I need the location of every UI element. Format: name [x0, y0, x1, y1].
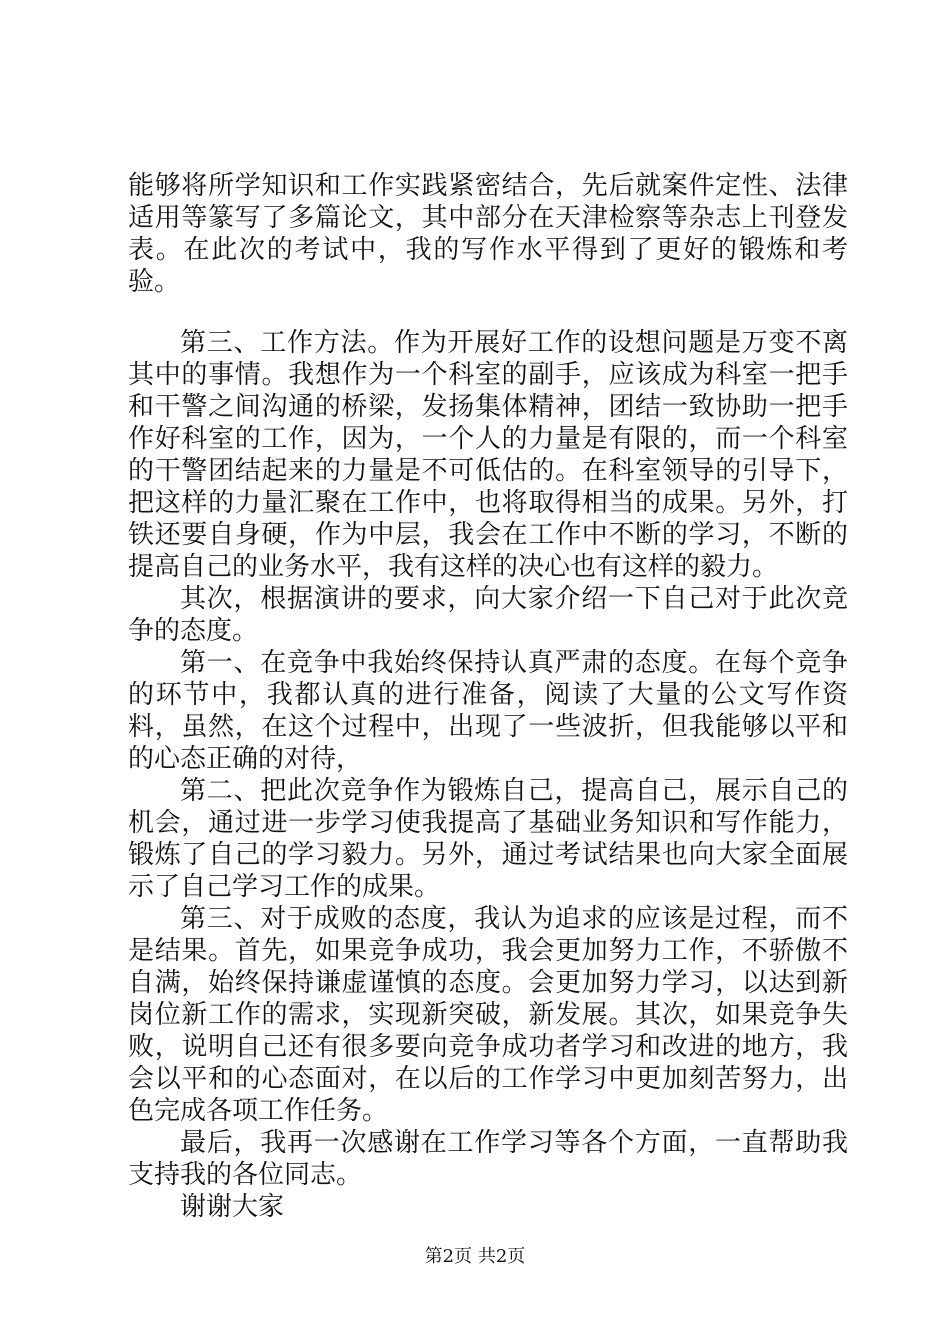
paragraph-attitude-intro: 其次，根据演讲的要求，向大家介绍一下自己对于此次竞争的态度。 — [128, 584, 848, 646]
paragraph-attitude-first: 第一、在竞争中我始终保持认真严肃的态度。在每个竞争的环节中，我都认真的进行准备，阅读了大量的公文写作资料，虽然，在这个过程中，出现了一些波折，但我能够以平和的心态正确的对待， — [128, 648, 848, 774]
paragraph-attitude-second: 第二、把此次竞争作为锻炼自己，提高自己，展示自己的机会，通过进一步学习使我提高了基础业务知识和写作能力，锻炼了自己的学习毅力。另外，通过考试结果也向大家全面展示了自己学习工作的成果。 — [128, 776, 848, 902]
document-body — [128, 170, 848, 1223]
paragraph-thanks: 最后，我再一次感谢在工作学习等各个方面，一直帮助我支持我的各位同志。 — [128, 1128, 848, 1190]
paragraph-work-method: 第三、工作方法。作为开展好工作的设想问题是万变不离其中的事情。我想作为一个科室的副手，应该成为科室一把手和干警之间沟通的桥梁，发扬集体精神，团结一致协助一把手作好科室的工作，因为，一个人的力量是有限的，而一个科室的干警团结起来的力量是不可低估的。在科室领导的引导下，把这样的力量汇聚在工作中，也将取得相当的成果。另外，打铁还要自身硬，作为中层，我会在工作中不断的学习，不断的提高自己的业务水平，我有这样的决心也有这样的毅力。 — [128, 328, 848, 582]
paragraph-attitude-third: 第三、对于成败的态度，我认为追求的应该是过程，而不是结果。首先，如果竞争成功，我会更加努力工作，不骄傲不自满，始终保持谦虚谨慎的态度。会更加努力学习，以达到新岗位新工作的需求，实现新突破，新发展。其次，如果竞争失败，说明自己还有很多要向竞争成功者学习和改进的地方，我会以平和的心态面对，在以后的工作学习中更加刻苦努力，出色完成各项工作任务。 — [128, 904, 848, 1126]
page-number-label: 第2页 共2页 — [424, 1246, 526, 1267]
page-footer — [0, 1246, 950, 1268]
closing-line: 谢谢大家 — [180, 1192, 285, 1222]
paragraph-continuation: 能够将所学知识和工作实践紧密结合，先后就案件定性、法律适用等篆写了多篇论文，其中部分在天津检察等杂志上刊登发表。在此次的考试中，我的写作水平得到了更好的锻炼和考验。 — [128, 171, 848, 297]
